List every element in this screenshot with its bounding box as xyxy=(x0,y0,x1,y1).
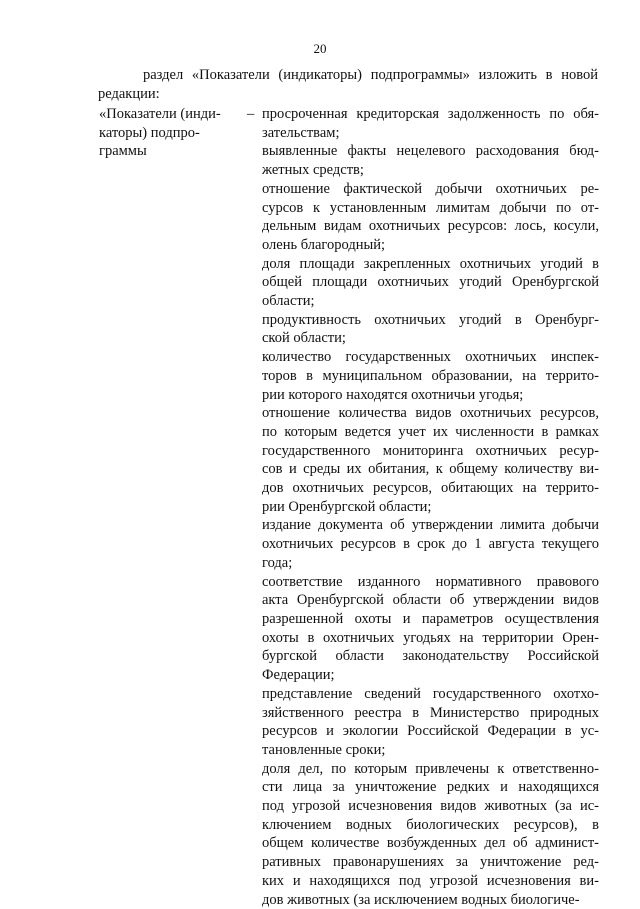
indicator-line: ключением водных биологических ресурсов), в xyxy=(262,816,599,833)
indicator-line: торов в муниципальном образовании, на террито- xyxy=(262,367,599,384)
indicator-item xyxy=(262,142,599,179)
indicator-line: доля дел, по которым привлечены к ответственно- xyxy=(262,760,599,777)
indicators-label-line-1: «Показатели (инди- xyxy=(99,106,221,122)
indicator-item xyxy=(262,348,599,404)
indicator-line: акта Оренбургской области об утверждении видов xyxy=(262,592,599,609)
indicator-line: соответствие изданного нормативного правового xyxy=(262,573,599,590)
indicator-line: Федерации; xyxy=(262,667,335,684)
indicator-line: сурсов к установленным лимитам добычи по от- xyxy=(262,199,599,216)
indicators-label xyxy=(99,105,239,161)
indicator-line: ской области; xyxy=(262,330,346,347)
intro-line-2: редакции: xyxy=(98,86,160,102)
indicator-line: сти лица за уничтожение редких и находящихся xyxy=(262,779,599,796)
indicator-line: ких и находящихся под угрозой исчезновения ви- xyxy=(262,872,599,889)
indicator-item xyxy=(262,685,599,760)
indicator-line: бургской области законодательству Российской xyxy=(262,648,599,665)
indicator-line: отношение фактической добычи охотничьих ре- xyxy=(262,180,599,197)
indicator-line: под угрозой исчезновения видов животных (за ис- xyxy=(262,798,599,815)
indicator-line: государственного мониторинга охотничьих ресур- xyxy=(262,442,599,459)
indicator-line: зяйственного реестра в Министерство природных xyxy=(262,704,599,721)
indicator-line: дельным видам охотничьих ресурсов: лось, косули, xyxy=(262,218,599,235)
indicator-line: просроченная кредиторская задолженность по обя- xyxy=(262,106,599,122)
indicator-line: охотничьих ресурсов в срок до 1 августа текущего xyxy=(262,536,599,553)
indicator-line: охоты в охотничьих угодьях на территории Орен- xyxy=(262,629,599,646)
indicator-item xyxy=(262,180,599,255)
indicator-item xyxy=(262,311,599,348)
indicator-line: издание документа об утверждении лимита добычи xyxy=(262,517,599,534)
indicator-line: ративных правонарушениях за уничтожение ред- xyxy=(262,854,599,871)
indicator-line: области; xyxy=(262,293,315,310)
indicator-line: продуктивность охотничьих угодий в Оренбург- xyxy=(262,311,599,328)
indicator-line: отношение количества видов охотничьих ресурсов, xyxy=(262,405,599,422)
indicator-item xyxy=(262,105,599,142)
page-number: 20 xyxy=(313,41,327,56)
indicator-item xyxy=(262,573,599,685)
dash-separator: – xyxy=(247,106,255,122)
indicator-line: доля площади закрепленных охотничьих угодий в xyxy=(262,255,599,272)
indicators-label-line-2: каторы) подпро- xyxy=(99,124,200,141)
indicator-line: дов животных (за исключением водных биологиче- xyxy=(262,891,580,908)
indicator-item xyxy=(262,255,599,311)
indicator-line: олень благородный; xyxy=(262,236,386,253)
indicator-line: ресурсов и экологии Российской Федерации в ус- xyxy=(262,723,599,740)
indicator-line: сов и среды их обитания, к общему количеству ви- xyxy=(262,461,599,478)
indicator-item xyxy=(262,516,599,572)
indicator-line: жетных средств; xyxy=(262,162,364,179)
indicator-line: дов охотничьих ресурсов, обитающих на террито- xyxy=(262,480,599,497)
indicator-item xyxy=(262,404,599,516)
indicator-line: рии Оренбургской области; xyxy=(262,498,432,515)
indicator-line: количество государственных охотничьих инспек- xyxy=(262,349,599,366)
indicator-line: выявленные факты нецелевого расходования бюд- xyxy=(262,143,599,160)
indicators-label-line-3: граммы xyxy=(99,143,147,159)
indicators-list xyxy=(262,105,599,909)
intro-line-1: раздел «Показатели (индикаторы) подпрограммы» изложить в новой xyxy=(143,67,598,83)
indicator-line: зательствам; xyxy=(262,124,340,141)
indicator-line: тановленные сроки; xyxy=(262,741,386,758)
indicator-line: года; xyxy=(262,554,293,571)
indicator-item xyxy=(262,760,599,909)
indicator-line: по которым ведется учет их численности в рамках xyxy=(262,423,599,440)
indicator-line: рии которого находятся охотничьи угодья; xyxy=(262,386,524,403)
indicator-line: представление сведений государственного охотхо- xyxy=(262,685,599,702)
intro-paragraph xyxy=(98,66,598,104)
indicator-line: общей площади охотничьих угодий Оренбургской xyxy=(262,274,599,291)
indicator-line: разрешенной охоты и параметров осуществления xyxy=(262,610,599,627)
indicator-line: общем количестве возбужденных дел об админист- xyxy=(262,835,599,852)
